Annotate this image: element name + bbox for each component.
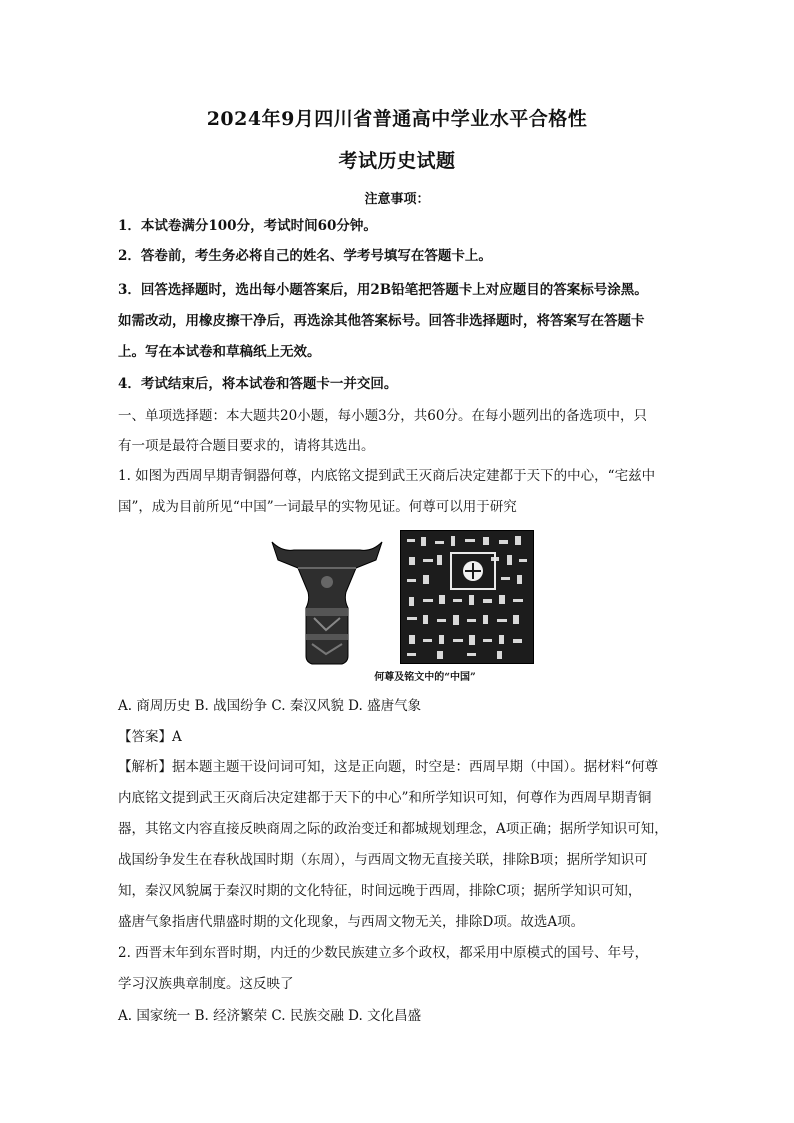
notice-item: 上。写在本试卷和草稿纸上无效。 [118, 344, 321, 360]
q1-analysis: 盛唐气象指唐代鼎盛时期的文化现象，与西周文物无关，排除D项。故选A项。 [118, 914, 585, 930]
q1-stem: 国”，成为目前所见“中国”一词最早的实物见证。何尊可以用于研究 [118, 499, 517, 515]
inscription-rubbing-image [400, 530, 534, 664]
bronze-vessel-image [268, 538, 386, 668]
q1-stem: 1. 如图为西周早期青铜器何尊，内底铭文提到武王灭商后决定建都于天下的中心，“宅兹中 [118, 468, 656, 484]
exam-title-line2: 考试历史试题 [338, 150, 456, 172]
notice-item: 3．回答选择题时，选出每小题答案后，用2B铅笔把答题卡上对应题目的答案标号涂黑。 [118, 282, 648, 298]
q2-stem: 学习汉族典章制度。这反映了 [118, 976, 294, 992]
q1-analysis: 知，秦汉风貌属于秦汉时期的文化特征，时间远晚于西周，排除C项；据所学知识可知， [118, 883, 642, 899]
q2-stem: 2. 西晋末年到东晋时期，内迁的少数民族建立多个政权，都采用中原模式的国号、年号， [118, 945, 649, 961]
notice-item: 4．考试结束后，将本试卷和答题卡一并交回。 [118, 376, 398, 392]
q1-analysis: 【解析】据本题主题干设问词可知，这是正向题，时空是：西周早期（中国）。据材料“何尊 [118, 759, 659, 775]
q1-answer: 【答案】A [118, 729, 182, 745]
notice-item: 2．答卷前，考生务必将自己的姓名、学考号填写在答题卡上。 [118, 248, 492, 264]
exam-title-line1: 2024年9月四川省普通高中学业水平合格性 [206, 108, 588, 130]
q1-analysis: 战国纷争发生在春秋战国时期（东周），与西周文物无直接关联，排除B项；据所学知识可 [118, 852, 648, 868]
q1-options: A. 商周历史 B. 战国纷争 C. 秦汉风貌 D. 盛唐气象 [118, 698, 422, 714]
q1-figure [262, 530, 534, 685]
notice-item: 如需改动，用橡皮擦干净后，再选涂其他答案标号。回答非选择题时，将答案写在答题卡 [118, 313, 645, 329]
notice-item: 1．本试卷满分100分，考试时间60分钟。 [118, 218, 377, 234]
figure-caption: 何尊及铭文中的“中国” [374, 672, 476, 683]
section-intro: 一、单项选择题：本大题共20小题，每小题3分，共60分。在每小题列出的备选项中，只 [118, 408, 647, 424]
q2-options: A. 国家统一 B. 经济繁荣 C. 民族交融 D. 文化昌盛 [118, 1008, 422, 1024]
q1-analysis: 器，其铭文内容直接反映商周之际的政治变迁和都城规划理念，A项正确；据所学知识可知， [118, 821, 668, 837]
notice-heading: 注意事项： [364, 192, 430, 207]
section-intro: 有一项是最符合题目要求的，请将其选出。 [118, 438, 375, 454]
q1-analysis: 内底铭文提到武王灭商后决定建都于天下的中心”和所学知识可知，何尊作为西周早期青铜 [118, 790, 652, 806]
